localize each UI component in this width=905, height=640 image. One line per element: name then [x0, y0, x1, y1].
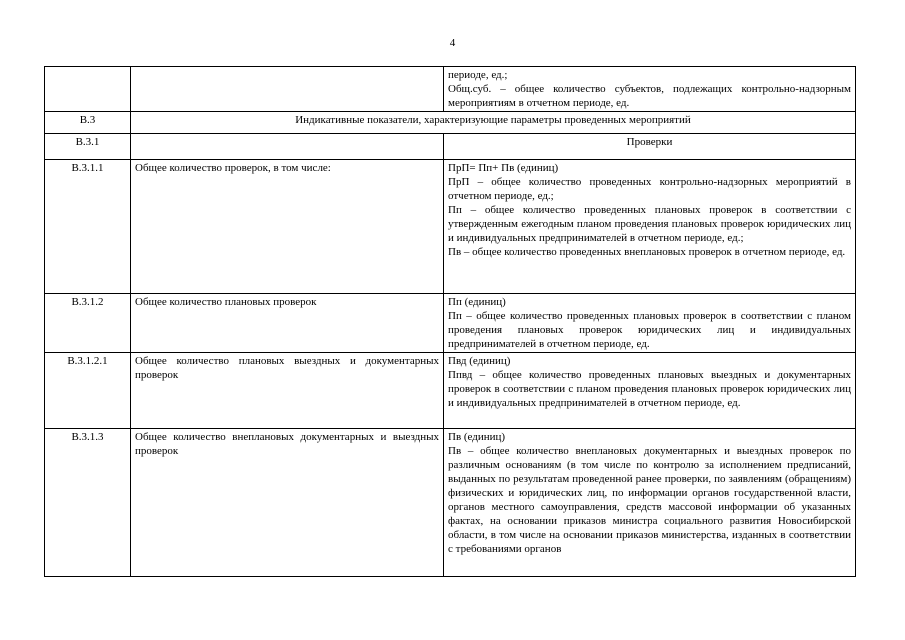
- code-cell: В.3.1.2.1: [45, 353, 131, 429]
- formula-line: периоде, ед.;: [448, 69, 508, 81]
- formula-line: Ппвд – общее количество проведенных плановых выездных и документарных проверок в соответствии с планом проведения плановых проверок юридических лиц и индивидуальных предпринимателей в отчетном периоде, ед.: [448, 369, 851, 409]
- formula-cell: [444, 67, 856, 112]
- table-row: [45, 294, 856, 353]
- formula-line: Пп – общее количество проведенных плановых проверок в соответствии с утвержденным ежегодным планом проведения плановых проверок юридических лиц и индивидуальных предпринимателей в отчетном периоде, ед.;: [448, 204, 851, 244]
- section-row-b3: [45, 112, 856, 134]
- table-row-continuation: [45, 67, 856, 112]
- name-cell: [131, 67, 444, 112]
- section-code: В.3: [45, 112, 131, 134]
- formula-line: Общ.суб. – общее количество субъектов, подлежащих контрольно-надзорным мероприятиям в отчетном периоде, ед.: [448, 83, 851, 109]
- name-cell: Общее количество плановых проверок: [131, 294, 444, 353]
- code-cell: В.3.1.3: [45, 429, 131, 577]
- empty-cell: [131, 134, 444, 160]
- formula-line: Пв (единиц): [448, 431, 506, 443]
- section-code: В.3.1: [45, 134, 131, 160]
- formula-cell: [444, 429, 856, 577]
- name-cell: Общее количество внеплановых документарных и выездных проверок: [131, 429, 444, 577]
- formula-line: ПрП= Пп+ Пв (единиц): [448, 162, 559, 174]
- code-cell: В.3.1.2: [45, 294, 131, 353]
- page-number: 4: [449, 37, 456, 49]
- name-cell: Общее количество проверок, в том числе:: [131, 160, 444, 294]
- formula-line: ПрП – общее количество проведенных контрольно-надзорных мероприятий в отчетном периоде, ед.;: [448, 176, 851, 202]
- section-title: Индикативные показатели, характеризующие параметры проведенных мероприятий: [131, 112, 856, 134]
- table-row: [45, 353, 856, 429]
- section-row-b31: [45, 134, 856, 160]
- indicators-table: [44, 66, 856, 577]
- formula-line: Пп (единиц): [448, 296, 506, 308]
- name-cell: Общее количество плановых выездных и документарных проверок: [131, 353, 444, 429]
- formula-line: Пв – общее количество проведенных внеплановых проверок в отчетном периоде, ед.: [448, 246, 846, 258]
- formula-line: Пп – общее количество проведенных плановых проверок в соответствии с планом проведения плановых проверок юридических лиц и индивидуальных предпринимателей в отчетном периоде, ед.: [448, 310, 851, 350]
- table-row: [45, 160, 856, 294]
- formula-cell: [444, 160, 856, 294]
- formula-cell: [444, 353, 856, 429]
- table-row: [45, 429, 856, 577]
- formula-line: Пв – общее количество внеплановых документарных и выездных проверок по различным основаниям (в том числе по контролю за исполнением предписаний, выданных по результатам проведенной ранее проверки, по заявлениям (обращениям) физических и юридических лиц, по информации органов государственной власти, органов местного самоуправления, средств массовой информации об указанных фактах, на основании приказов министра социального развития Новосибирской области, в том числе на основании приказов министерства, изданных в соответствии с требованиями органов: [448, 445, 851, 555]
- formula-cell: [444, 294, 856, 353]
- formula-line: Пвд (единиц): [448, 355, 511, 367]
- section-title: Проверки: [444, 134, 856, 160]
- code-cell: [45, 67, 131, 112]
- code-cell: В.3.1.1: [45, 160, 131, 294]
